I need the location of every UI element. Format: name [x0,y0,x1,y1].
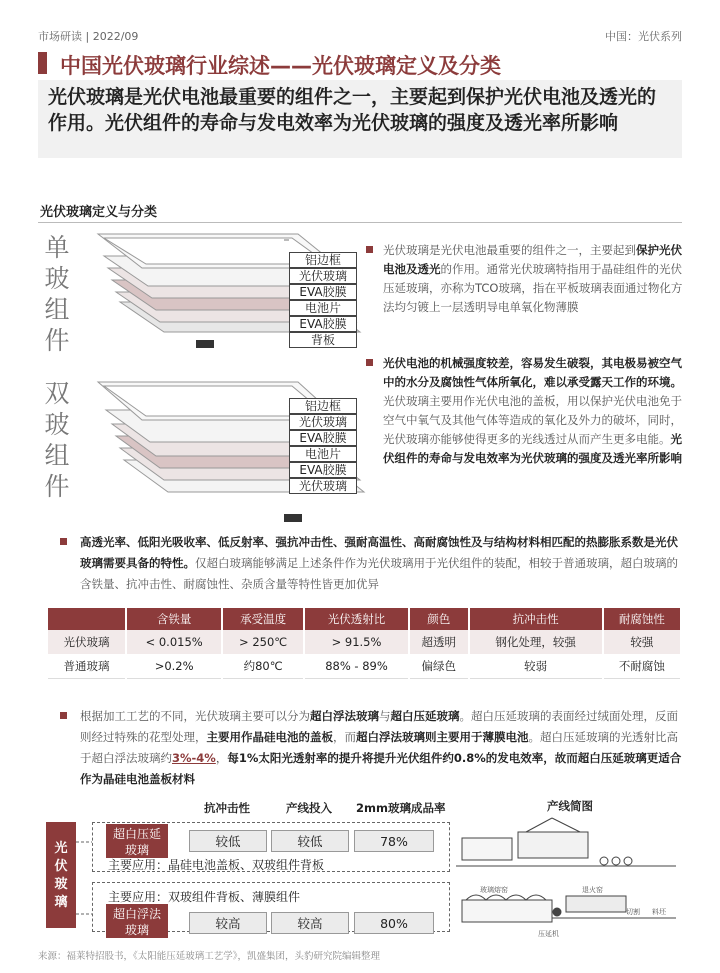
table-cell: 光伏玻璃 [48,630,126,654]
type-label: 超白压延玻璃 [113,827,162,857]
page-title: 中国光伏玻璃行业综述——光伏玻璃定义及分类 [60,54,501,78]
paragraph-highlight: 每1%太阳光透射率的提升将提升光伏组件约0.8%的发电效率，故而超白压延玻璃更适合作为晶硅电池盖板材料 [80,751,682,786]
single-glass-layer-labels [289,252,357,348]
table-cell: 偏绿色 [409,654,468,678]
paragraph-highlight: 超白压延玻璃 [390,709,460,723]
production-label: 玻璃熔窑 [480,886,508,894]
paragraph-highlight: 超白浮法玻璃则主要用于薄膜电池 [356,730,529,744]
properties-paragraph [60,532,684,595]
diagram-col-header: 抗冲击性 [204,801,250,815]
paragraph-highlight: 高透光率、低阳光吸收率、低反射率、强抗冲击性、强耐高温性、高耐腐蚀性及与结构材料相匹配的热膨胀系数是光伏玻璃需要具备的特性。 [80,535,678,570]
production-diagram-title: 产线简图 [547,799,593,813]
metric-cell: 较高 [189,912,267,934]
table-cell: 不耐腐蚀 [603,654,681,678]
paragraph-text: 根据加工工艺的不同，光伏玻璃主要可以分为 [80,709,310,723]
report-date: 市场研读 | 2022/09 [38,30,139,43]
table-cell: < 0.015% [126,630,222,654]
source-note: 来源：福莱特招股书，《太阳能压延玻璃工艺学》，凯盛集团，头豹研究院编辑整理 [38,951,381,962]
root-label: 光伏玻璃 [54,841,68,910]
label-char: 组 [44,295,70,324]
layer-label: 光伏玻璃 [289,478,357,494]
table-cell: 约80℃ [222,654,304,678]
double-glass-layer-labels [289,398,357,494]
paragraph-highlight: 3%-4% [172,751,216,765]
table-header: 光伏透射比 [304,608,409,630]
label-char: 玻 [44,410,70,439]
bullet-marker [60,538,67,545]
label-char: 件 [44,472,70,501]
layer-label: 光伏玻璃 [289,268,357,284]
table-cell: 较强 [603,630,681,654]
report-series: 中国：光伏系列 [605,30,682,43]
label-char: 组 [44,441,70,470]
production-line-sketch [456,814,682,942]
production-label: 切割 [626,908,640,916]
single-glass-label [40,232,74,356]
table-cell: 普通玻璃 [48,654,126,678]
production-label: 压延机 [538,930,559,938]
bullet-text: 光伏玻璃主要用作光伏电池的盖板，用以保护光伏电池免于空气中氧气及其他气体等造成的氧化及外力的破坏，同时，光伏玻璃亦能够使得更多的光线透过从而产生更多电能。 [383,394,682,446]
type-application: 主要应用：晶硅电池盖板、双玻组件背板 [108,858,325,872]
bullet-highlight: 光伏组件的寿命与发电效率为光伏玻璃的强度及透光率所影响 [383,432,682,465]
double-glass-label [40,378,74,502]
layer-label: 光伏玻璃 [289,414,357,430]
type-node-float [106,904,168,938]
metric-cell: 78% [354,830,434,852]
type-label: 超白浮法玻璃 [113,907,162,937]
metric-cell: 较低 [189,830,267,852]
type-application: 主要应用：双玻组件背板、薄膜组件 [108,890,301,904]
layer-label: EVA胶膜 [289,316,357,332]
paragraph-text: ，而 [333,730,356,744]
paragraph-text: 与 [379,709,391,723]
bullet-text: 的作用。通常光伏玻璃特指用于晶硅组件的光伏压延玻璃，亦称为TCO玻璃，指在平板玻璃表面通过物化方法均匀镀上一层透明导电单氧化物薄膜 [383,262,683,314]
layer-label: EVA胶膜 [289,284,357,300]
table-header: 抗冲击性 [469,608,603,630]
table-cell: 88% - 89% [304,654,409,678]
paragraph-text: 。超白压延玻璃的表面经过绒面处理，反面则经过特殊的花型处理， [80,709,678,744]
bullet-marker [60,712,67,719]
bullet-function [367,354,685,468]
layer-label: 铝边框 [289,252,357,268]
table-row [48,630,681,654]
paragraph-text: 。超白压延玻璃的光透射比高于超白浮法玻璃约 [80,730,678,765]
top-bar [38,28,682,44]
layer-label: 铝边框 [289,398,357,414]
table-header: 含铁量 [126,608,222,630]
bullet-highlight: 保护光伏电池及透光 [383,243,682,276]
production-label: 料坯 [652,908,666,916]
paragraph-highlight: 超白浮法玻璃 [310,709,379,723]
bullet-highlight: 光伏电池的机械强度较差，容易发生破裂，其电极易被空气中的水分及腐蚀性气体所氧化，难以承受露天工作的环境。 [383,356,682,389]
bullet-marker [366,246,373,253]
table-cell: 超透明 [409,630,468,654]
table-header: 耐腐蚀性 [603,608,681,630]
type-node-rolled [106,824,168,858]
paragraph-text: ， [215,751,228,765]
diagram-root-node [46,822,76,928]
glass-comparison-table [48,608,682,679]
metric-cell: 较高 [271,912,349,934]
metric-cell: 80% [354,912,434,934]
summary-box: 光伏玻璃是光伏电池最重要的组件之一，主要起到保护光伏电池及透光的作用。光伏组件的寿命与发电效率为光伏玻璃的强度及透光率所影响 [38,80,682,158]
process-paragraph [60,706,684,790]
section-title: 光伏玻璃定义与分类 [40,205,158,220]
layer-label: 背板 [289,332,357,348]
table-cell: 较弱 [469,654,603,678]
layer-label: 电池片 [289,300,357,316]
label-char: 玻 [44,264,70,293]
metric-cell: 较低 [271,830,349,852]
paragraph-text: 仅超白玻璃能够满足上述条件作为光伏玻璃用于光伏组件的装配，相较于普通玻璃，超白玻璃的含铁量、抗冲击性、耐腐蚀性、杂质含量等特性皆更加优异 [80,556,678,591]
title-row [38,50,682,78]
table-header: 颜色 [409,608,468,630]
bullet-text: 光伏玻璃是光伏电池最重要的组件之一，主要起到 [383,243,636,257]
table-row [48,654,681,678]
label-char: 件 [44,326,70,355]
table-cell: >0.2% [126,654,222,678]
title-accent-bar [38,52,47,74]
production-label: 退火窑 [582,886,603,894]
table-header-row [48,608,681,630]
bullet-definition [367,241,685,317]
table-header [48,608,126,630]
table-cell: > 250℃ [222,630,304,654]
table-cell: > 91.5% [304,630,409,654]
bullet-marker [366,359,373,366]
diagram-col-header: 产线投入 [286,801,332,815]
diagram-col-header: 2mm玻璃成品率 [356,801,446,815]
layer-label: EVA胶膜 [289,430,357,446]
label-char: 双 [44,379,70,408]
table-header: 承受温度 [222,608,304,630]
table-cell: 钢化处理，较强 [469,630,603,654]
label-char: 单 [44,233,70,262]
paragraph-highlight: 主要用作晶硅电池的盖板 [206,730,333,744]
layer-label: 电池片 [289,446,357,462]
layer-label: EVA胶膜 [289,462,357,478]
